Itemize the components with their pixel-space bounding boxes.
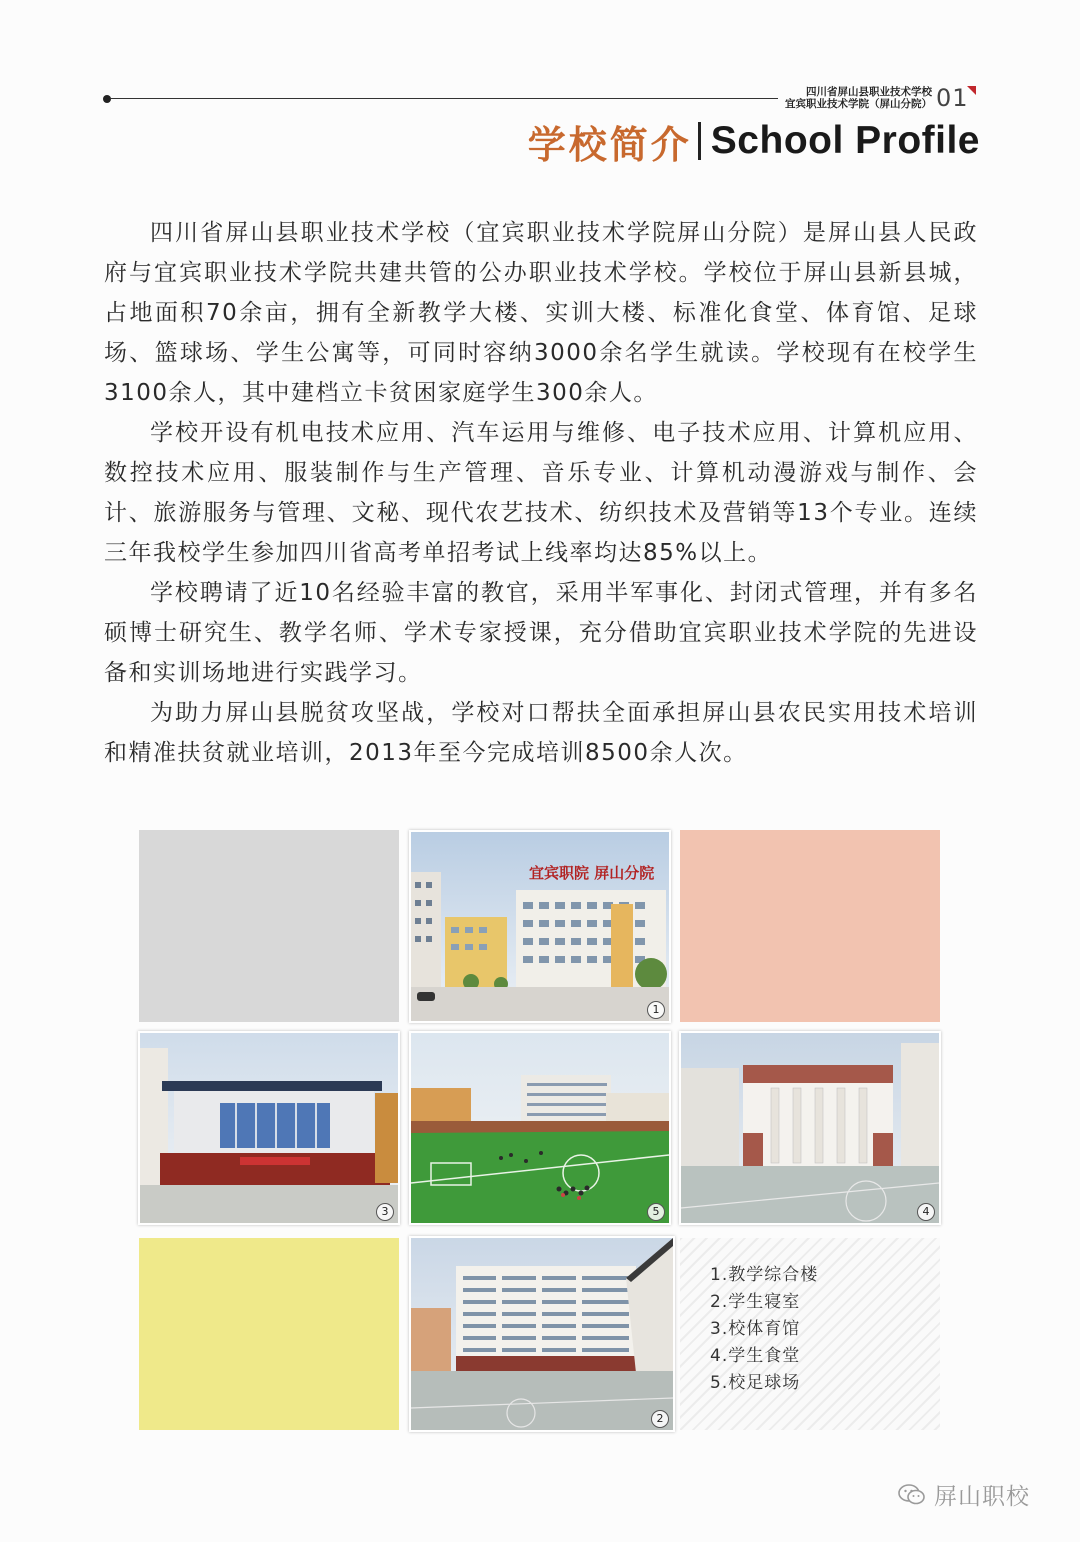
- photo-5-image: [411, 1033, 669, 1223]
- header-rule-dot: [103, 95, 111, 103]
- header-rule: [110, 98, 778, 99]
- color-tile-yellow: [139, 1238, 399, 1430]
- photo-3-image: [140, 1033, 398, 1223]
- paragraph: 学校开设有机电技术应用、汽车运用与维修、电子技术应用、计算机应用、数控技术应用、服装制作与生产管理、音乐专业、计算机动漫游戏与制作、会计、旅游服务与管理、文秘、现代农艺技术、纺织技术及营销等13个专业。连续三年我校学生参加四川省高考单招考试上线率均达85%以上。: [104, 420, 978, 566]
- school-names: [780, 86, 932, 110]
- photo-number-badge: 1: [647, 1001, 665, 1019]
- school-name-line1: 四川省屏山县职业技术学校: [806, 86, 932, 98]
- title-english: School Profile: [710, 119, 980, 162]
- photo-teaching-building[interactable]: [409, 830, 671, 1023]
- legend-item: 3.校体育馆: [710, 1319, 801, 1339]
- photo-1-image: [411, 832, 669, 1021]
- corner-mark: [967, 86, 976, 95]
- watermark[interactable]: [898, 1478, 1030, 1511]
- profile-text: [104, 213, 978, 773]
- photo-dormitory[interactable]: [409, 1236, 675, 1432]
- paragraph: 学校聘请了近10名经验丰富的教官，采用半军事化、封闭式管理，并有多名硕博士研究生、教学名师、学术专家授课，充分借助宜宾职业技术学院的先进设备和实训场地进行实践学习。: [104, 580, 978, 686]
- page-number: 01: [936, 84, 969, 112]
- photo-football-field[interactable]: [409, 1031, 671, 1225]
- legend-item: 2.学生寝室: [710, 1292, 801, 1312]
- paragraph: 为助力屏山县脱贫攻坚战，学校对口帮扶全面承担屏山县农民实用技术培训和精准扶贫就业培训，2013年至今完成培训8500余人次。: [104, 700, 978, 766]
- photo-canteen[interactable]: [679, 1031, 941, 1225]
- photo-number-badge: 2: [651, 1410, 669, 1428]
- photo-legend: [680, 1238, 940, 1430]
- watermark-text: 屏山职校: [934, 1484, 1030, 1510]
- legend-item: 4.学生食堂: [710, 1346, 801, 1366]
- color-tile-gray: [139, 830, 399, 1022]
- photo-number-badge: 5: [647, 1203, 665, 1221]
- legend-item: 5.校足球场: [710, 1373, 801, 1393]
- photo-1-sign: 宜宾职院 屏山分院: [529, 864, 655, 882]
- title-chinese: 学校简介: [527, 122, 692, 167]
- wechat-icon: [898, 1483, 926, 1507]
- photo-4-image: [681, 1033, 939, 1223]
- legend-item: 1.教学综合楼: [710, 1265, 819, 1285]
- photo-number-badge: 4: [917, 1203, 935, 1221]
- photo-gymnasium[interactable]: [138, 1031, 400, 1225]
- paragraph: 四川省屏山县职业技术学校（宜宾职业技术学院屏山分院）是屏山县人民政府与宜宾职业技术学院共建共管的公办职业技术学校。学校位于屏山县新县城，占地面积70余亩，拥有全新教学大楼、实训大楼、标准化食堂、体育馆、足球场、篮球场、学生公寓等，可同时容纳3000余名学生就读。学校现有在校学生3100余人，其中建档立卡贫困家庭学生300余人。: [104, 220, 978, 406]
- school-name-line2: 宜宾职业技术学院（屏山分院）: [785, 98, 932, 110]
- photo-2-image: [411, 1238, 673, 1430]
- photo-number-badge: 3: [376, 1203, 394, 1221]
- color-tile-peach: [680, 830, 940, 1022]
- title-divider: [698, 122, 701, 160]
- page-title: [470, 115, 980, 167]
